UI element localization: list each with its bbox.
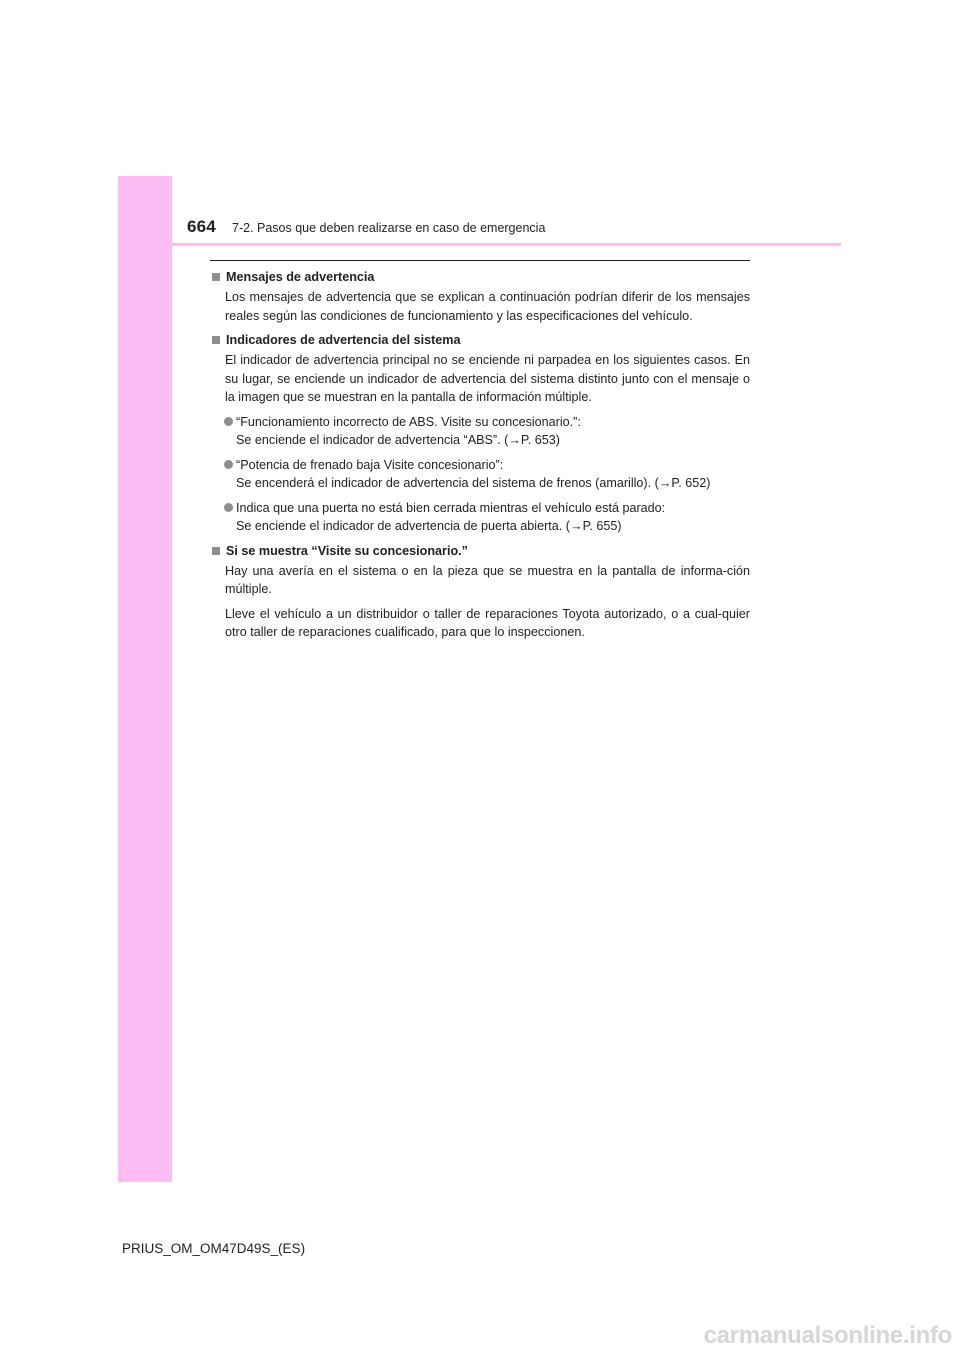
page-reference: P. 653	[520, 433, 556, 447]
page-reference: P. 652	[671, 476, 707, 490]
section-indicadores	[210, 331, 750, 536]
arrow-icon: →	[569, 519, 583, 533]
list-item-text: Se enciende el indicador de advertencia “ABS”. (	[236, 433, 509, 447]
list-item-line: “Funcionamiento incorrecto de ABS. Visite su concesionario.”:	[236, 414, 581, 429]
arrow-icon: →	[508, 433, 521, 447]
square-icon	[212, 336, 220, 344]
list-item-line	[236, 431, 581, 450]
list-item-text: )	[617, 519, 622, 533]
list-item-text: Se enciende el indicador de advertencia de puerta abierta. (	[236, 519, 570, 533]
list-item-body	[236, 413, 581, 450]
list-item-body	[236, 499, 665, 536]
section-mensajes	[210, 268, 750, 325]
list-item-body	[236, 456, 710, 493]
content-area	[210, 260, 750, 648]
list-item	[221, 456, 750, 493]
circle-icon	[224, 503, 233, 512]
section-visite	[210, 542, 750, 642]
arrow-icon: →	[658, 476, 672, 490]
paragraph: Lleve el vehículo a un distribuidor o taller de reparaciones Toyota autorizado, o a cual-quier otro taller de reparaciones cualificado, para que lo inspeccionen.	[225, 606, 750, 639]
list-item-line	[236, 474, 710, 493]
watermark: carmanualsonline.info	[703, 1322, 952, 1349]
square-icon	[212, 273, 220, 281]
list-item-line: “Potencia de frenado baja Visite concesionario”:	[236, 457, 504, 472]
list-item	[221, 413, 750, 450]
section-heading	[210, 268, 750, 286]
section-heading	[210, 331, 750, 349]
square-icon	[212, 547, 220, 555]
page-reference: P. 655	[582, 519, 618, 533]
header-rule	[118, 243, 841, 246]
list-item-line: Indica que una puerta no está bien cerrada mientras el vehículo está parado:	[236, 500, 666, 515]
page-number: 664	[187, 217, 216, 236]
paragraph: Hay una avería en el sistema o en la pieza que se muestra en la pantalla de informa-ción múltiple.	[225, 563, 750, 596]
side-tab-band	[118, 176, 172, 1182]
paragraph: Los mensajes de advertencia que se explican a continuación podrían diferir de los mensajes reales según las condiciones de funcionamiento y las especificaciones del vehículo.	[225, 290, 750, 323]
section-heading	[210, 542, 750, 560]
list-item-text: )	[555, 433, 560, 447]
section-heading-text: Indicadores de advertencia del sistema	[226, 333, 461, 347]
list-item-text: Se encenderá el indicador de advertencia del sistema de frenos (amarillo). (	[236, 476, 659, 490]
chapter-title: 7-2. Pasos que deben realizarse en caso de emergencia	[232, 221, 546, 235]
footer-manual-code: PRIUS_OM_OM47D49S_(ES)	[122, 1241, 306, 1256]
circle-icon	[224, 417, 233, 426]
paragraph: El indicador de advertencia principal no se enciende ni parpadea en los siguientes casos. En su lugar, se enciende un indicador de advertencia del sistema distinto junto con el mensaje o la imagen que se muestran en la pantalla de información múltiple.	[225, 353, 750, 404]
circle-icon	[224, 460, 233, 469]
list-item	[221, 499, 750, 536]
section-heading-text: Si se muestra “Visite su concesionario.”	[226, 543, 468, 558]
section-heading-text: Mensajes de advertencia	[226, 270, 375, 284]
list-item-text: )	[706, 476, 711, 490]
list-item-line	[236, 517, 665, 536]
